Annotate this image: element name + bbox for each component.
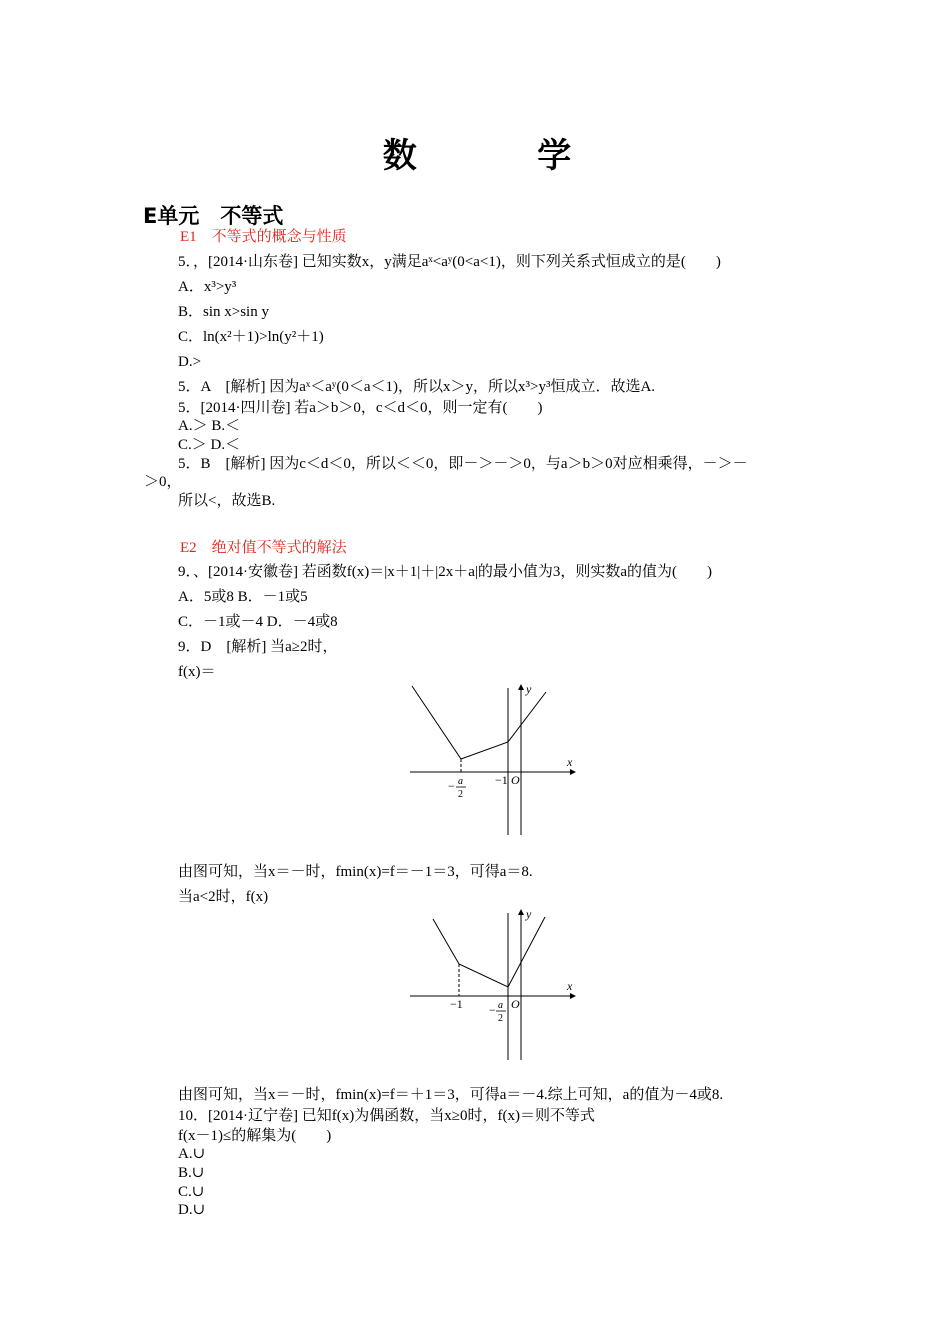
option-b: B．sin x>sin y bbox=[178, 304, 269, 320]
tick-a-num: a bbox=[458, 776, 463, 787]
tick-a-den: 2 bbox=[458, 789, 463, 800]
problem-text: 5．，[2014·山东卷] 已知实数x，y满足aˣ<aʸ(0<a<1)，则下列关系式恒成立的是( ) bbox=[178, 254, 721, 270]
tick-a-den: 2 bbox=[498, 1013, 503, 1024]
problem-text: 5．[2014·四川卷] 若a＞b＞0，c＜d＜0，则一定有( ) bbox=[178, 400, 543, 416]
section-heading-e2: E2 绝对值不等式的解法 bbox=[180, 540, 347, 556]
tick-minus: − bbox=[489, 1003, 496, 1017]
option-c: C.∪ bbox=[178, 1184, 205, 1200]
x-label: x bbox=[567, 979, 573, 993]
graph-case-a-ge-2 bbox=[400, 680, 590, 840]
tick-minus: − bbox=[448, 779, 455, 793]
option-c: C．ln(x²＋1)>ln(y²＋1) bbox=[178, 329, 324, 345]
option-b: B.∪ bbox=[178, 1165, 205, 1181]
origin-label: O bbox=[511, 997, 520, 1011]
solution-text: 由图可知，当x＝－时，fmin(x)=f＝＋1＝3，可得a＝－4.综上可知，a的值为－4或8. bbox=[178, 1087, 724, 1103]
solution-text: 由图可知，当x＝－时，fmin(x)=f＝－1＝3，可得a＝8. bbox=[178, 864, 533, 880]
problem-text: 9．、[2014·安徽卷] 若函数f(x)＝|x＋1|＋|2x＋a|的最小值为3，则实数a的值为( ) bbox=[178, 564, 713, 580]
solution-text: 5．A [解析] 因为aˣ＜aʸ(0＜a＜1)，所以x＞y，所以x³>y³恒成立．故选A. bbox=[178, 379, 656, 395]
function-def: f(x)＝ bbox=[178, 664, 216, 680]
solution-text-cont: ＞0， bbox=[144, 474, 182, 490]
problem-text: 10．[2014·辽宁卷] 已知f(x)为偶函数，当x≥0时，f(x)＝则不等式 bbox=[178, 1108, 595, 1124]
function-graph bbox=[412, 686, 546, 759]
unit-heading: E单元 不等式 bbox=[143, 204, 284, 228]
x-axis-arrow bbox=[570, 993, 576, 999]
y-axis-arrow bbox=[518, 909, 524, 915]
options-ab: A．5或8 B．－1或5 bbox=[178, 589, 308, 605]
option-a: A．x³>y³ bbox=[178, 279, 237, 295]
options-ab: A.＞ B.＜ bbox=[178, 418, 241, 434]
option-d: D.∪ bbox=[178, 1202, 206, 1218]
solution-text: 9．D [解析] 当a≥2时， bbox=[178, 639, 338, 655]
x-label: x bbox=[567, 755, 573, 769]
graph-case-a-lt-2 bbox=[400, 905, 590, 1065]
tick-neg1: −1 bbox=[495, 773, 508, 787]
y-axis-arrow bbox=[518, 684, 524, 690]
tick-neg1: −1 bbox=[450, 997, 463, 1011]
option-a: A.∪ bbox=[178, 1146, 206, 1162]
y-label: y bbox=[526, 682, 532, 696]
problem-text-cont: f(x－1)≤的解集为( ) bbox=[178, 1128, 332, 1144]
options-cd: C.＞ D.＜ bbox=[178, 437, 241, 453]
function-graph bbox=[433, 917, 545, 987]
solution-text: 5．B [解析] 因为c＜d＜0，所以＜＜0，即－＞－＞0，与a＞b＞0对应相乘得，－＞－ bbox=[178, 456, 748, 472]
x-axis-arrow bbox=[570, 769, 576, 775]
options-cd: C．－1或－4 D．－4或8 bbox=[178, 614, 338, 630]
tick-a-num: a bbox=[498, 1000, 503, 1011]
section-heading-e1: E1 不等式的概念与性质 bbox=[180, 229, 347, 245]
option-d: D.> bbox=[178, 354, 202, 370]
case-text: 当a<2时，f(x) bbox=[178, 889, 269, 905]
y-label: y bbox=[526, 907, 532, 921]
page-title: 数 学 bbox=[382, 138, 628, 175]
origin-label: O bbox=[511, 773, 520, 787]
solution-conclusion: 所以<，故选B. bbox=[178, 493, 276, 509]
